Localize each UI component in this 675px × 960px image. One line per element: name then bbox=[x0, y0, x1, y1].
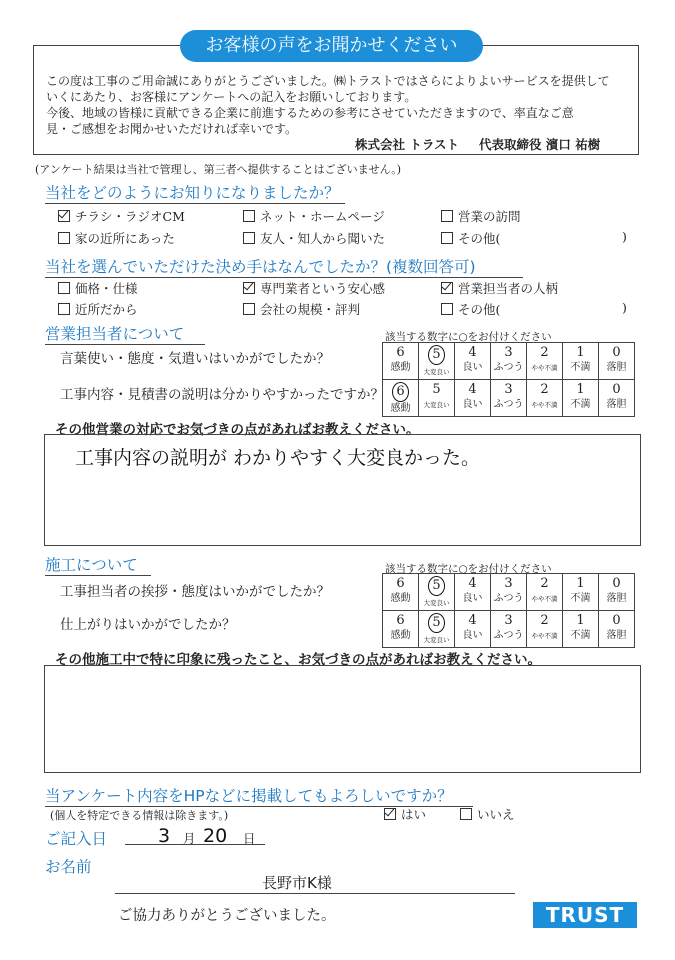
rating-cell[interactable] bbox=[383, 343, 419, 380]
rating-value: 6 bbox=[396, 576, 405, 591]
work-rating-table bbox=[382, 573, 635, 648]
checkbox[interactable] bbox=[58, 232, 70, 244]
rating-value-selected: 5 bbox=[428, 345, 445, 365]
rating-number bbox=[599, 613, 634, 629]
rating-cell[interactable] bbox=[527, 343, 563, 380]
checkbox-checked[interactable] bbox=[243, 282, 255, 294]
rating-cell[interactable] bbox=[599, 380, 635, 417]
checkbox[interactable] bbox=[58, 282, 70, 294]
scale-hint-work: 該当する数字に○をお付けください bbox=[385, 563, 552, 575]
section-how-heading: 当社をどのようにお知りになりましたか？ bbox=[45, 181, 345, 204]
publish-question: 当アンケート内容をHPなどに掲載してもよろしいですか？ bbox=[45, 784, 473, 807]
rating-number bbox=[527, 345, 562, 361]
rating-label: ふつう bbox=[493, 362, 524, 373]
reason-nearby[interactable]: 近所だから bbox=[58, 300, 138, 318]
rating-cell[interactable] bbox=[383, 574, 419, 611]
rating-value: 4 bbox=[468, 613, 477, 628]
rating-value-selected: 5 bbox=[428, 576, 445, 596]
rating-number bbox=[383, 613, 418, 629]
rating-value: 2 bbox=[540, 576, 549, 591]
rating-number bbox=[491, 345, 526, 361]
rating-number bbox=[383, 382, 418, 402]
rating-value: 2 bbox=[540, 345, 549, 360]
rating-cell[interactable] bbox=[563, 380, 599, 417]
rating-value-selected: 5 bbox=[428, 613, 445, 633]
rating-label: 落胆 bbox=[606, 593, 627, 604]
rating-value: 1 bbox=[576, 345, 585, 360]
intro-line-1: この度は工事のご用命誠にありがとうございました。㈱トラストではさらによりよいサービスを提供して bbox=[46, 74, 610, 88]
rating-number bbox=[383, 345, 418, 361]
trust-logo: TRUST bbox=[533, 902, 637, 928]
rating-label: 落胆 bbox=[606, 630, 627, 641]
reason-specialist[interactable]: 専門業者という安心感 bbox=[243, 279, 385, 297]
rating-label: 良い bbox=[462, 362, 483, 373]
sales-rating-row-2 bbox=[383, 380, 635, 417]
company-name: 株式会社 トラスト bbox=[355, 137, 459, 152]
section-work-heading: 施工について bbox=[45, 553, 151, 576]
rating-cell[interactable] bbox=[383, 611, 419, 648]
sales-comment-prompt: その他営業の対応でお気づきの点があればお教えください。 bbox=[55, 422, 420, 438]
rating-value: 0 bbox=[612, 345, 621, 360]
representative-name: 代表取締役 濱口 祐樹 bbox=[478, 137, 601, 152]
rating-number bbox=[455, 576, 490, 592]
scale-hint-sales: 該当する数字に○をお付けください bbox=[385, 331, 552, 343]
section-sales-heading: 営業担当者について bbox=[45, 322, 205, 345]
rating-value: 4 bbox=[468, 345, 477, 360]
rating-label: 大変良い bbox=[423, 599, 450, 607]
rating-label: 落胆 bbox=[606, 362, 627, 373]
customer-name: 長野市K様 bbox=[262, 874, 332, 892]
rating-cell[interactable] bbox=[455, 611, 491, 648]
rating-cell[interactable] bbox=[599, 343, 635, 380]
intro-line-2: いくにあたり、お客様にアンケートへの記入をお願いしております。 bbox=[46, 90, 417, 104]
day-unit: 日 bbox=[243, 831, 256, 846]
rating-number bbox=[491, 382, 526, 398]
sales-question-1: 言葉使い・態度・気遣いはいかがでしたか？ bbox=[60, 351, 330, 367]
rating-value: 3 bbox=[504, 382, 513, 397]
checkbox[interactable] bbox=[243, 303, 255, 315]
month-unit: 月 bbox=[183, 831, 196, 846]
intro-line-4: 見・ご感想をお聞かせいただければ幸いです。 bbox=[46, 122, 298, 136]
sales-rating-row-1 bbox=[383, 343, 635, 380]
rating-cell[interactable] bbox=[491, 343, 527, 380]
rating-value: 1 bbox=[576, 613, 585, 628]
rating-value-selected: 6 bbox=[392, 382, 409, 402]
intro-line-3: 今後、地域の皆様に貢献できる企業に前進するための参考にさせていただきますので、率直なご意 bbox=[46, 106, 574, 120]
sales-comment-box[interactable] bbox=[44, 434, 641, 546]
rating-label: 不満 bbox=[570, 593, 591, 604]
rating-label: やや不満 bbox=[531, 364, 558, 372]
rating-label: ふつう bbox=[493, 593, 524, 604]
reason-other-close: ) bbox=[622, 300, 627, 315]
rating-number bbox=[563, 576, 598, 592]
rating-cell[interactable] bbox=[491, 574, 527, 611]
rating-value: 5 bbox=[432, 382, 441, 397]
work-comment-prompt: その他施工中で特に印象に残ったこと、お気づきの点があればお教えください。 bbox=[55, 652, 541, 668]
option-other[interactable]: その他( bbox=[441, 229, 500, 247]
rating-label: 大変良い bbox=[423, 368, 450, 376]
rating-cell[interactable] bbox=[563, 611, 599, 648]
rating-cell[interactable] bbox=[599, 611, 635, 648]
work-comment-box[interactable] bbox=[44, 665, 641, 773]
rating-value: 2 bbox=[540, 613, 549, 628]
checkbox[interactable] bbox=[58, 303, 70, 315]
name-label: お名前 bbox=[45, 858, 92, 876]
closing-message: ご協力ありがとうございました。 bbox=[118, 908, 336, 924]
rating-value: 0 bbox=[612, 613, 621, 628]
option-sales-visit[interactable]: 営業の訪問 bbox=[441, 207, 521, 225]
rating-label: やや不満 bbox=[531, 401, 558, 409]
rating-label: 良い bbox=[462, 630, 483, 641]
rating-number bbox=[599, 576, 634, 592]
rating-label: 大変良い bbox=[423, 401, 450, 409]
rating-label: 感動 bbox=[390, 362, 411, 373]
rating-number bbox=[455, 382, 490, 398]
rating-label: 良い bbox=[462, 399, 483, 410]
section-reason-heading: 当社を選んでいただけた決め手はなんでしたか？(複数回答可) bbox=[45, 255, 523, 278]
rating-value: 3 bbox=[504, 613, 513, 628]
sales-question-2: 工事内容・見積書の説明は分かりやすかったですか？ bbox=[60, 387, 384, 403]
rating-value: 2 bbox=[540, 382, 549, 397]
rating-number bbox=[563, 345, 598, 361]
rating-number bbox=[491, 576, 526, 592]
survey-title: お客様の声をお聞かせください bbox=[180, 30, 483, 62]
checkbox[interactable] bbox=[441, 210, 453, 222]
rating-number bbox=[455, 613, 490, 629]
name-underline bbox=[115, 893, 515, 894]
checkbox-checked[interactable] bbox=[58, 210, 70, 222]
rating-number bbox=[527, 613, 562, 629]
rating-value: 1 bbox=[576, 382, 585, 397]
rating-cell[interactable] bbox=[419, 574, 455, 611]
checkbox[interactable] bbox=[243, 232, 255, 244]
publish-note: (個人を特定できる情報は除きます。) bbox=[50, 809, 229, 822]
rating-number bbox=[527, 576, 562, 592]
sales-comment-text: 工事内容の説明が わかりやすく大変良かった。 bbox=[75, 447, 481, 469]
work-rating-row-2 bbox=[383, 611, 635, 648]
rating-cell[interactable] bbox=[491, 380, 527, 417]
rating-value: 6 bbox=[396, 345, 405, 360]
rating-number bbox=[599, 345, 634, 361]
rating-number bbox=[419, 345, 454, 365]
rating-number bbox=[527, 382, 562, 398]
rating-value: 4 bbox=[468, 382, 477, 397]
work-question-2: 仕上がりはいかがでしたか？ bbox=[60, 617, 236, 633]
rating-label: 良い bbox=[462, 593, 483, 604]
rating-value: 3 bbox=[504, 576, 513, 591]
sales-rating-table bbox=[382, 342, 635, 417]
rating-number bbox=[599, 382, 634, 398]
rating-label: 不満 bbox=[570, 399, 591, 410]
rating-number bbox=[563, 613, 598, 629]
checkbox[interactable] bbox=[460, 808, 472, 820]
rating-cell[interactable] bbox=[527, 574, 563, 611]
rating-cell[interactable] bbox=[491, 611, 527, 648]
privacy-note: (アンケート結果は当社で管理し、第三者へ提供することはございません。) bbox=[35, 163, 402, 176]
rating-cell[interactable] bbox=[563, 343, 599, 380]
rating-value: 1 bbox=[576, 576, 585, 591]
rating-cell[interactable] bbox=[419, 380, 455, 417]
signature bbox=[355, 135, 620, 153]
rating-cell[interactable] bbox=[563, 574, 599, 611]
date-label: ご記入日 bbox=[45, 830, 108, 848]
reason-other[interactable]: その他( bbox=[441, 300, 500, 318]
work-question-1: 工事担当者の挨拶・態度はいかがでしたか？ bbox=[60, 584, 330, 600]
rating-value: 4 bbox=[468, 576, 477, 591]
checkbox[interactable] bbox=[243, 210, 255, 222]
option-internet[interactable]: ネット・ホームページ bbox=[243, 207, 385, 225]
checkbox[interactable] bbox=[441, 232, 453, 244]
rating-cell[interactable] bbox=[419, 611, 455, 648]
rating-cell[interactable] bbox=[527, 611, 563, 648]
reason-salesperson[interactable]: 営業担当者の人柄 bbox=[441, 279, 558, 297]
rating-cell[interactable] bbox=[455, 574, 491, 611]
rating-cell[interactable] bbox=[455, 343, 491, 380]
rating-label: 不満 bbox=[570, 362, 591, 373]
rating-value: 6 bbox=[396, 613, 405, 628]
rating-number bbox=[419, 613, 454, 633]
work-rating-row-1 bbox=[383, 574, 635, 611]
rating-label: 感動 bbox=[390, 630, 411, 641]
date-day-value: 20 bbox=[203, 825, 228, 847]
rating-cell[interactable] bbox=[419, 343, 455, 380]
checkbox[interactable] bbox=[441, 303, 453, 315]
option-flyer-radio[interactable]: チラシ・ラジオCM bbox=[58, 207, 185, 225]
rating-cell[interactable] bbox=[455, 380, 491, 417]
rating-cell[interactable] bbox=[383, 380, 419, 417]
option-friend[interactable]: 友人・知人から聞いた bbox=[243, 229, 385, 247]
reason-price[interactable]: 価格・仕様 bbox=[58, 279, 138, 297]
publish-yes-option[interactable]: はい bbox=[384, 805, 426, 823]
rating-cell[interactable] bbox=[599, 574, 635, 611]
publish-no-option[interactable]: いいえ bbox=[460, 805, 515, 823]
rating-number bbox=[455, 345, 490, 361]
rating-number bbox=[383, 576, 418, 592]
rating-label: 感動 bbox=[390, 593, 411, 604]
option-nearby[interactable]: 家の近所にあった bbox=[58, 229, 175, 247]
rating-cell[interactable] bbox=[527, 380, 563, 417]
date-month-value: 3 bbox=[158, 825, 171, 847]
checkbox-checked[interactable] bbox=[384, 808, 396, 820]
reason-reputation[interactable]: 会社の規模・評判 bbox=[243, 300, 360, 318]
rating-label: 大変良い bbox=[423, 636, 450, 644]
rating-label: 感動 bbox=[390, 403, 411, 414]
rating-label: ふつう bbox=[493, 630, 524, 641]
rating-number bbox=[563, 382, 598, 398]
rating-label: 落胆 bbox=[606, 399, 627, 410]
rating-label: ふつう bbox=[493, 399, 524, 410]
rating-value: 0 bbox=[612, 382, 621, 397]
rating-value: 3 bbox=[504, 345, 513, 360]
rating-label: 不満 bbox=[570, 630, 591, 641]
rating-number bbox=[491, 613, 526, 629]
rating-label: やや不満 bbox=[531, 595, 558, 603]
rating-number bbox=[419, 576, 454, 596]
rating-number bbox=[419, 382, 454, 398]
rating-value: 0 bbox=[612, 576, 621, 591]
other-close-paren: ) bbox=[622, 229, 627, 244]
checkbox-checked[interactable] bbox=[441, 282, 453, 294]
rating-label: やや不満 bbox=[531, 632, 558, 640]
